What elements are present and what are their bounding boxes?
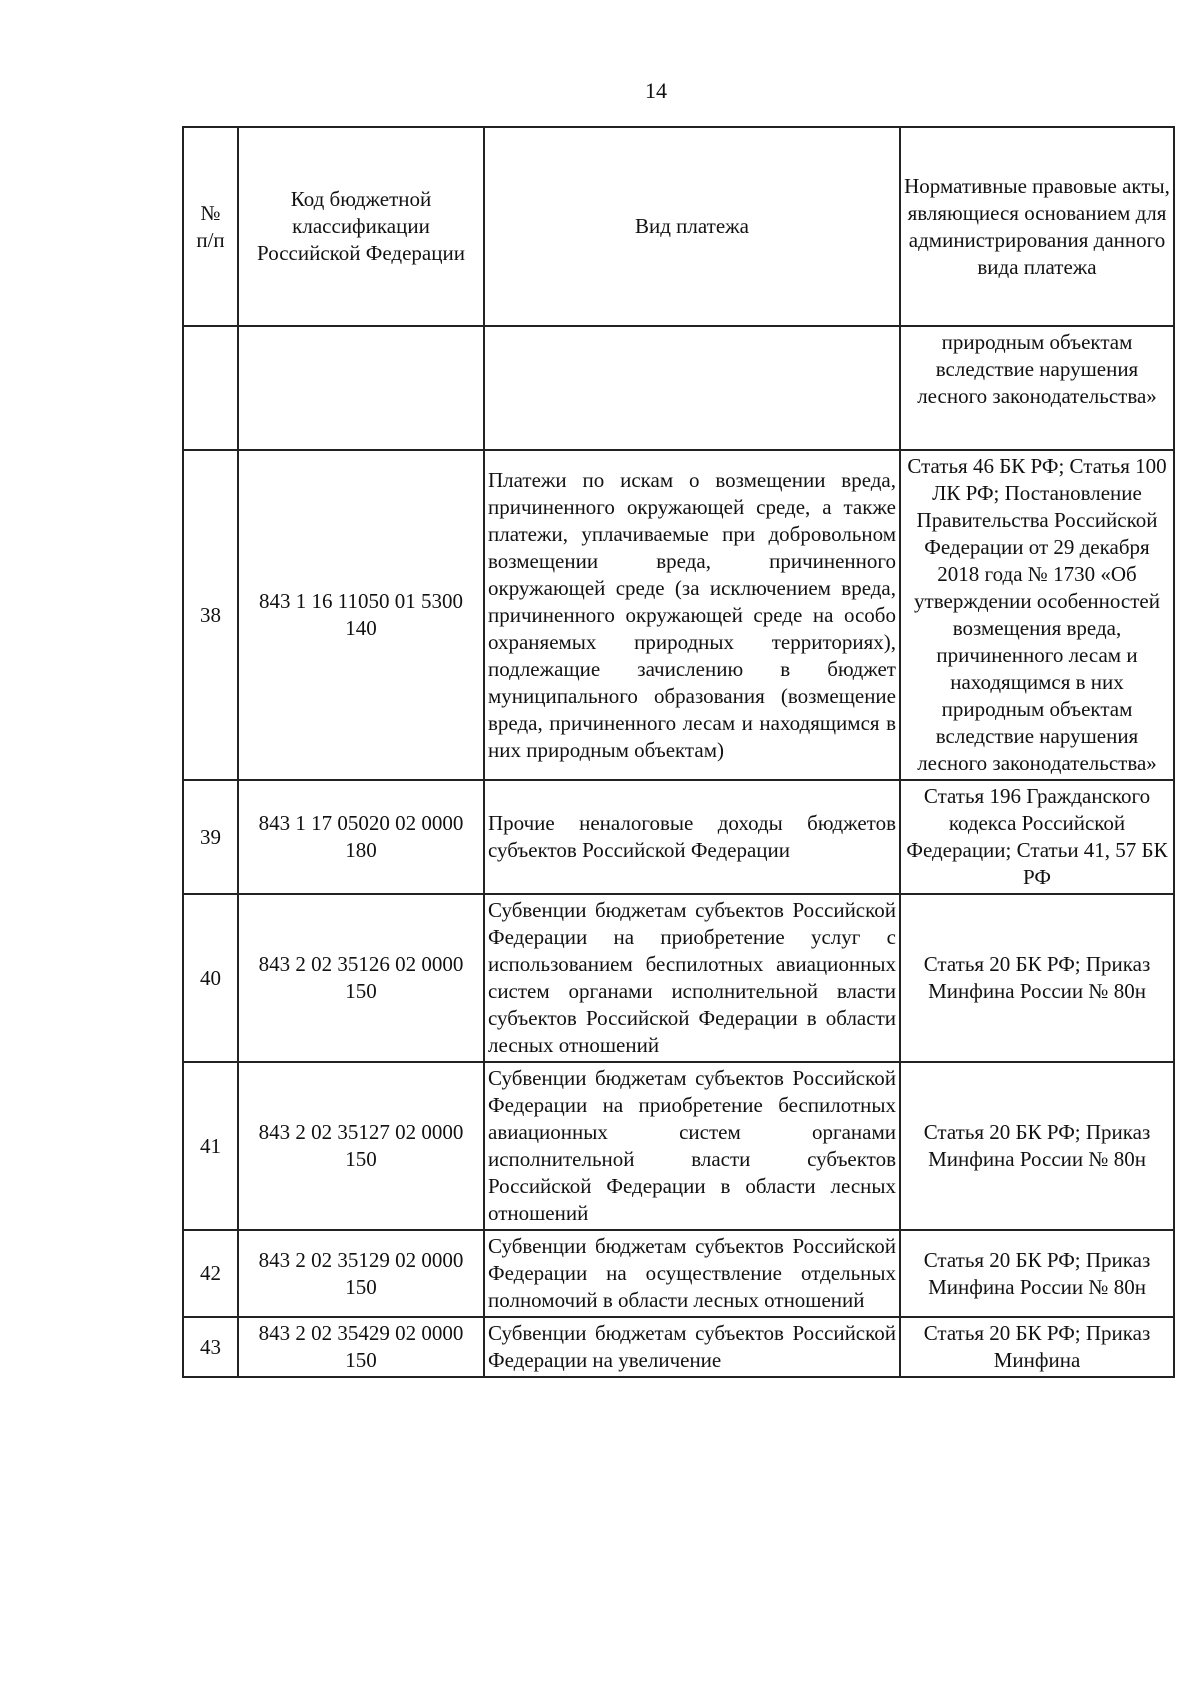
- header-code: Код бюджетной классификации Российской Федерации: [238, 127, 484, 326]
- row-payment: Прочие неналоговые доходы бюджетов субъектов Российской Федерации: [484, 780, 900, 894]
- table-row: [183, 894, 1174, 1062]
- row-acts: Статья 20 БК РФ; Приказ Минфина России № 80н: [900, 894, 1174, 1062]
- header-payment: Вид платежа: [484, 127, 900, 326]
- row-code: 843 2 02 35126 02 0000 150: [238, 894, 484, 1062]
- row-acts: Статья 20 БК РФ; Приказ Минфина России № 80н: [900, 1062, 1174, 1230]
- row-acts: Статья 20 БК РФ; Приказ Минфина: [900, 1317, 1174, 1377]
- continuation-acts-cell: природным объектам вследствие нарушения лесного законодательства»: [900, 326, 1174, 450]
- table-row: [183, 1062, 1174, 1230]
- row-num: 43: [183, 1317, 238, 1377]
- row-num: 38: [183, 450, 238, 780]
- table-row: [183, 450, 1174, 780]
- table-row: [183, 1230, 1174, 1317]
- row-code: 843 2 02 35429 02 0000 150: [238, 1317, 484, 1377]
- row-acts: Статья 46 БК РФ; Статья 100 ЛК РФ; Постановление Правительства Российской Федерации от 29 декабря 2018 года № 1730 «Об утверждении особенностей возмещения вреда, причиненного лесам и находящимся в них природным объектам вследствие нарушения лесного законодательства»: [900, 450, 1174, 780]
- row-payment: Субвенции бюджетам субъектов Российской Федерации на увеличение: [484, 1317, 900, 1377]
- row-code: 843 1 16 11050 01 5300 140: [238, 450, 484, 780]
- row-payment: Субвенции бюджетам субъектов Российской Федерации на осуществление отдельных полномочий в области лесных отношений: [484, 1230, 900, 1317]
- row-num: 42: [183, 1230, 238, 1317]
- continuation-num-cell: [183, 326, 238, 450]
- row-payment: Платежи по искам о возмещении вреда, причиненного окружающей среде, а также платежи, уплачиваемые при добровольном возмещении вреда, причиненного окружающей среде (за исключением вреда, причиненного окружающей среде на особо охраняемых природных территориях), подлежащие зачислению в бюджет муниципального образования (возмещение вреда, причиненного лесам и находящимся в них природным объектам): [484, 450, 900, 780]
- row-num: 41: [183, 1062, 238, 1230]
- continuation-payment-cell: [484, 326, 900, 450]
- row-num: 39: [183, 780, 238, 894]
- row-payment: Субвенции бюджетам субъектов Российской Федерации на приобретение беспилотных авиационных систем органами исполнительной власти субъектов Российской Федерации в области лесных отношений: [484, 1062, 900, 1230]
- page-number: 14: [645, 78, 667, 103]
- table-header-row: [183, 127, 1174, 326]
- continuation-row: [183, 326, 1174, 450]
- row-code: 843 1 17 05020 02 0000 180: [238, 780, 484, 894]
- header-acts: Нормативные правовые акты, являющиеся основанием для администрирования данного вида платежа: [900, 127, 1174, 326]
- continuation-code-cell: [238, 326, 484, 450]
- table-row: [183, 780, 1174, 894]
- row-acts: Статья 20 БК РФ; Приказ Минфина России № 80н: [900, 1230, 1174, 1317]
- row-num: 40: [183, 894, 238, 1062]
- row-code: 843 2 02 35129 02 0000 150: [238, 1230, 484, 1317]
- row-payment: Субвенции бюджетам субъектов Российской Федерации на приобретение услуг с использованием беспилотных авиационных систем органами исполнительной власти субъектов Российской Федерации в области лесных отношений: [484, 894, 900, 1062]
- budget-classification-table: [182, 126, 1175, 1378]
- row-acts: Статья 196 Гражданского кодекса Российской Федерации; Статьи 41, 57 БК РФ: [900, 780, 1174, 894]
- table-row: [183, 1317, 1174, 1377]
- header-num: № п/п: [183, 127, 238, 326]
- row-code: 843 2 02 35127 02 0000 150: [238, 1062, 484, 1230]
